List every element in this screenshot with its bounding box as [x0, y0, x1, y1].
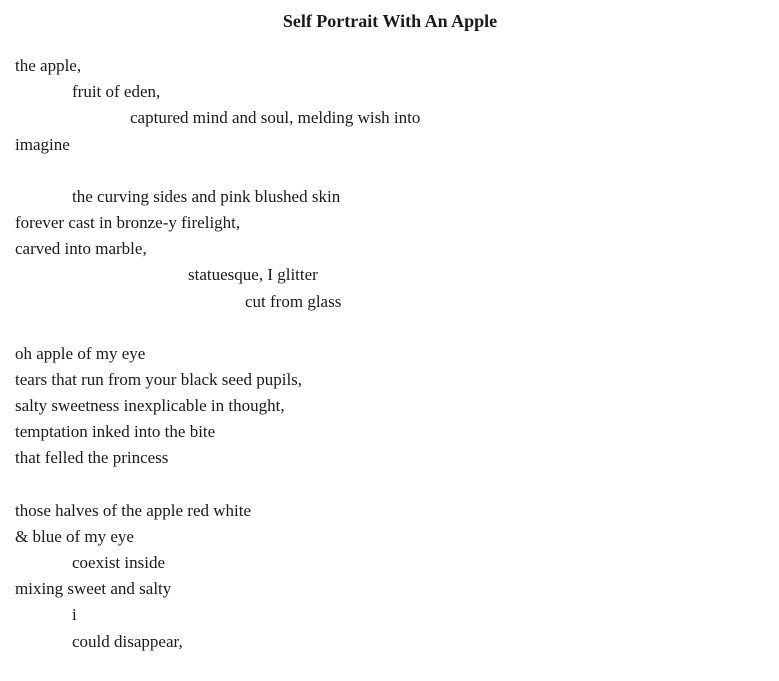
poem-stanza-2 — [15, 184, 779, 315]
poem-line: the apple, — [15, 56, 82, 75]
poem-line: & blue of my eye — [15, 526, 134, 546]
poem-line: tears that run from your black seed pupils, — [15, 369, 303, 389]
poem-line: those halves of the apple red white — [15, 500, 252, 520]
poem-line: statuesque, I glitter — [188, 265, 318, 285]
poem-line: oh apple of my eye — [15, 343, 146, 363]
poem-line: forever cast in bronze-y firelight, — [15, 212, 241, 232]
poem-line: fruit of eden, — [72, 82, 161, 102]
poem-stanza-4 — [15, 498, 779, 655]
poem-line: carved into marble, — [15, 239, 147, 259]
poem-line: cut from glass — [245, 291, 342, 311]
poem-line: could disappear, — [72, 631, 183, 651]
poem-stanza-3 — [15, 341, 779, 472]
poem-line: temptation inked into the bite — [15, 422, 216, 442]
poem-line: i — [72, 605, 77, 625]
poem-line: captured mind and soul, melding wish into — [130, 108, 421, 128]
poem-line: coexist inside — [72, 553, 166, 572]
poem-body — [15, 53, 779, 681]
poem-line: imagine — [15, 134, 70, 154]
poem-line: salty sweetness inexplicable in thought, — [15, 396, 285, 416]
poem-line: the curving sides and pink blushed skin — [72, 186, 341, 206]
poem-line: that felled the princess — [15, 448, 169, 468]
poem-title: Self Portrait With An Apple — [282, 11, 498, 31]
poem-stanza-1 — [15, 53, 779, 158]
poem-line: mixing sweet and salty — [15, 579, 172, 599]
